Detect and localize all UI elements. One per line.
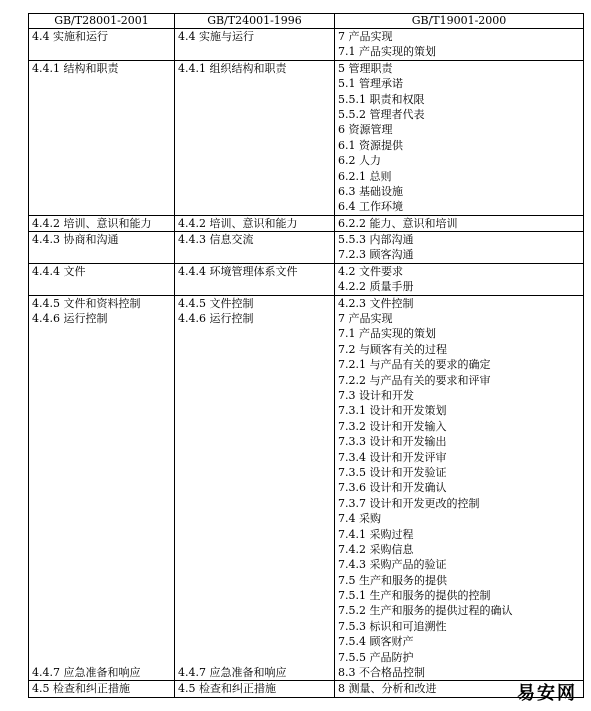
clause-line: 4.4 实施与运行 xyxy=(178,30,254,43)
cell-gb-t24001 xyxy=(175,232,335,264)
cell-gb-t28001 xyxy=(29,60,175,215)
cell-gb-t28001 xyxy=(29,29,175,61)
clause-line: 6.3 基础设施 xyxy=(338,184,403,198)
cell-gb-t24001 xyxy=(175,215,335,231)
clause-line: 7.3.6 设计和开发确认 xyxy=(338,481,447,495)
table-row xyxy=(29,29,584,61)
clause-line: 4.4.5 文件控制 xyxy=(178,296,254,310)
cell-gb-t19001 xyxy=(335,60,584,215)
cell-gb-t19001 xyxy=(335,232,584,264)
cell-gb-t19001 xyxy=(335,295,584,681)
table-row xyxy=(29,60,584,215)
clause-line: 4.5 检查和纠正措施 xyxy=(32,682,130,696)
clause-line: 8.3 不合格品控制 xyxy=(338,666,425,680)
cell-gb-t24001 xyxy=(175,295,335,681)
clause-line: 5.5.1 职责和权限 xyxy=(338,92,425,106)
clause-line: 7 产品实现 xyxy=(338,312,393,326)
clause-line: 4.4.4 文件 xyxy=(32,264,86,278)
clause-line: 7.2.3 顾客沟通 xyxy=(338,248,414,262)
watermark-logo: 易安网 xyxy=(517,683,577,704)
clause-line: 6.2.1 总则 xyxy=(338,169,392,183)
clause-line: 4.4.2 培训、意识和能力 xyxy=(32,216,152,230)
standards-comparison-table xyxy=(28,13,584,698)
clause-line: 4.2.3 文件控制 xyxy=(338,296,414,310)
clause-line: 4.4.3 协商和沟通 xyxy=(32,233,119,247)
clause-line: 6.2 人力 xyxy=(338,154,381,168)
header-row xyxy=(29,14,584,29)
table-row xyxy=(29,263,584,295)
clause-line: 7.4.2 采购信息 xyxy=(338,542,414,556)
clause-line: 4.4.1 组织结构和职责 xyxy=(178,61,287,75)
clause-line: 5.1 管理承诺 xyxy=(338,77,403,91)
clause-line: 7.5.5 产品防护 xyxy=(338,650,414,664)
clause-line: 5.5.2 管理者代表 xyxy=(338,107,425,121)
clause-line: 7.2.1 与产品有关的要求的确定 xyxy=(338,358,491,372)
clause-line: 6.4 工作环境 xyxy=(338,200,403,214)
cell-gb-t19001 xyxy=(335,29,584,61)
clause-line: 4.4.7 应急准备和响应 xyxy=(32,666,141,680)
clause-line: 7.3.1 设计和开发策划 xyxy=(338,404,447,418)
clause-line: 7.3.5 设计和开发验证 xyxy=(338,465,447,479)
clause-line: 7.3.4 设计和开发评审 xyxy=(338,450,447,464)
cell-gb-t28001 xyxy=(29,681,175,697)
clause-line: 4.4.6 运行控制 xyxy=(32,312,108,326)
clause-line: 7.4.1 采购过程 xyxy=(338,527,414,541)
clause-line: 7.3.2 设计和开发输入 xyxy=(338,419,447,433)
clause-line: 7.3.7 设计和开发更改的控制 xyxy=(338,496,480,510)
clause-line: 4.4.7 应急准备和响应 xyxy=(178,666,287,680)
clause-line: 6 资源管理 xyxy=(338,123,393,137)
clause-line: 7.5.2 生产和服务的提供过程的确认 xyxy=(338,604,513,618)
cell-gb-t24001 xyxy=(175,60,335,215)
clause-line: 7.5.4 顾客财产 xyxy=(338,635,414,649)
header-gb-t28001: GB/T28001-2001 xyxy=(29,14,175,29)
cell-gb-t28001 xyxy=(29,295,175,681)
cell-gb-t19001 xyxy=(335,263,584,295)
cell-gb-t24001 xyxy=(175,681,335,697)
clause-line: 5.5.3 内部沟通 xyxy=(338,233,414,247)
header-gb-t24001: GB/T24001-1996 xyxy=(175,14,335,29)
clause-line: 7 产品实现 xyxy=(338,30,393,43)
clause-line: 4.4.6 运行控制 xyxy=(178,312,254,326)
clause-line: 7.5 生产和服务的提供 xyxy=(338,573,447,587)
cell-gb-t28001 xyxy=(29,232,175,264)
clause-line: 4.2 文件要求 xyxy=(338,264,403,278)
clause-line: 4.4.5 文件和资料控制 xyxy=(32,296,141,310)
table-row xyxy=(29,681,584,697)
clause-line: 6.2.2 能力、意识和培训 xyxy=(338,216,458,230)
clause-line: 4.4.2 培训、意识和能力 xyxy=(178,216,298,230)
clause-line: 4.4 实施和运行 xyxy=(32,30,108,43)
header-gb-t19001: GB/T19001-2000 xyxy=(335,14,584,29)
clause-line: 7.1 产品实现的策划 xyxy=(338,327,436,341)
cell-gb-t28001 xyxy=(29,263,175,295)
clause-line: 6.1 资源提供 xyxy=(338,138,403,152)
clause-line: 7.1 产品实现的策划 xyxy=(338,45,436,59)
clause-line: 4.4.4 环境管理体系文件 xyxy=(178,264,298,278)
clause-line: 5 管理职责 xyxy=(338,61,393,75)
cell-gb-t24001 xyxy=(175,29,335,61)
cell-gb-t24001 xyxy=(175,263,335,295)
clause-line: 4.2.2 质量手册 xyxy=(338,280,414,294)
table-row xyxy=(29,232,584,264)
clause-line: 7.5.1 生产和服务的提供的控制 xyxy=(338,589,491,603)
table-row xyxy=(29,215,584,231)
clause-line: 7.4.3 采购产品的验证 xyxy=(338,558,447,572)
clause-line: 4.4.1 结构和职责 xyxy=(32,61,119,75)
clause-line: 7.5.3 标识和可追溯性 xyxy=(338,619,447,633)
clause-line: 7.2 与顾客有关的过程 xyxy=(338,342,447,356)
clause-line: 7.3 设计和开发 xyxy=(338,388,414,402)
clause-line: 4.4.3 信息交流 xyxy=(178,233,254,247)
clause-line: 7.4 采购 xyxy=(338,512,381,526)
clause-line: 8 测量、分析和改进 xyxy=(338,682,437,696)
clause-line: 4.5 检查和纠正措施 xyxy=(178,682,276,696)
cell-gb-t28001 xyxy=(29,215,175,231)
clause-line: 7.3.3 设计和开发输出 xyxy=(338,435,447,449)
clause-line: 7.2.2 与产品有关的要求和评审 xyxy=(338,373,491,387)
table-row xyxy=(29,295,584,681)
cell-gb-t19001 xyxy=(335,215,584,231)
